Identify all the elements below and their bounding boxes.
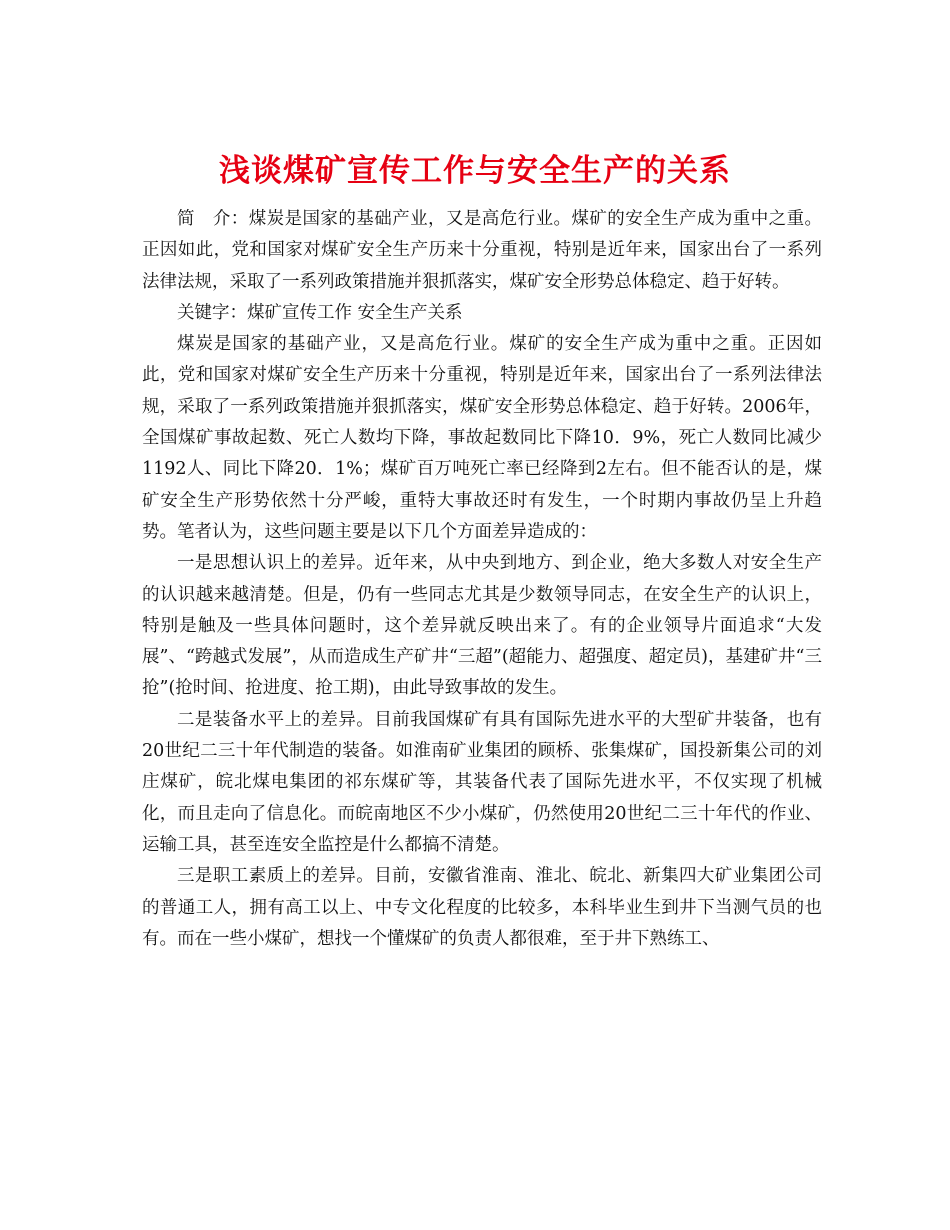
document-title: 浅谈煤矿宣传工作与安全生产的关系 — [219, 152, 731, 189]
keywords-paragraph: 关键字：煤矿宣传工作 安全生产关系 — [177, 302, 463, 323]
body-paragraph: 煤炭是国家的基础产业，又是高危行业。煤矿的安全生产成为重中之重。正因如此，党和国家对煤矿安全生产历来十分重视，特别是近年来，国家出台了一系列法律法规，采取了一系列政策措施并狠抓落实，煤矿安全形势总体稳定、趋于好转。2006年，全国煤矿事故起数、死亡人数均下降，事故起数同比下降10．9%，死亡人数同比减少1192人、同比下降20．1%；煤矿百万吨死亡率已经降到2左右。但不能否认的是，煤矿安全生产形势依然十分严峻，重特大事故还时有发生，一个时期内事故仍呈上升趋势。笔者认为，这些问题主要是以下几个方面差异造成的： — [142, 334, 822, 542]
body-paragraph: 三是职工素质上的差异。目前，安徽省淮南、淮北、皖北、新集四大矿业集团公司的普通工人，拥有高工以上、中专文化程度的比较多，本科毕业生到井下当测气员的也有。而在一些小煤矿，想找一个懂煤矿的负责人都很难，至于井下熟练工、 — [142, 866, 822, 949]
body-paragraph: 一是思想认识上的差异。近年来，从中央到地方、到企业，绝大多数人对安全生产的认识越来越清楚。但是，仍有一些同志尤其是少数领导同志，在安全生产的认识上，特别是触及一些具体问题时，这个差异就反映出来了。有的企业领导片面追求“大发展”、“跨越式发展”，从而造成生产矿井“三超”(超能力、超强度、超定员)，基建矿井“三抢”(抢时间、抢进度、抢工期)，由此导致事故的发生。 — [142, 553, 822, 699]
document-body — [142, 204, 822, 955]
abstract-paragraph: 简 介：煤炭是国家的基础产业，又是高危行业。煤矿的安全生产成为重中之重。正因如此，党和国家对煤矿安全生产历来十分重视，特别是近年来，国家出台了一系列法律法规，采取了一系列政策措施并狠抓落实，煤矿安全形势总体稳定、趋于好转。 — [142, 209, 822, 292]
body-paragraph: 二是装备水平上的差异。目前我国煤矿有具有国际先进水平的大型矿井装备，也有20世纪二三十年代制造的装备。如淮南矿业集团的顾桥、张集煤矿，国投新集公司的刘庄煤矿，皖北煤电集团的祁东煤矿等，其装备代表了国际先进水平，不仅实现了机械化，而且走向了信息化。而皖南地区不少小煤矿，仍然使用20世纪二三十年代的作业、运输工具，甚至连安全监控是什么都搞不清楚。 — [142, 709, 822, 855]
